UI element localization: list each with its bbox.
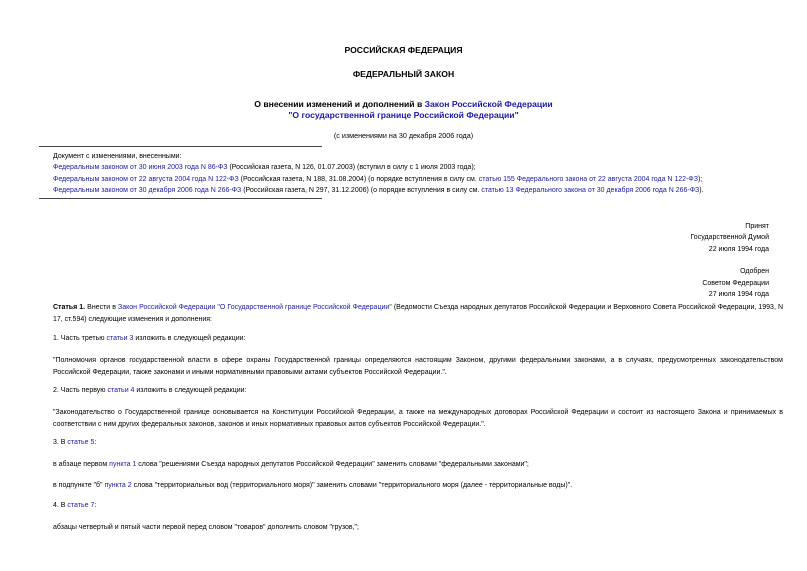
item-text: слова "решениями Съезда народных депутатов Российской Федерации" заменить словами "федеральными законами"; bbox=[136, 461, 529, 468]
amendment-text: (Российская газета, N 126, 01.07.2003) (вступил в силу с 1 июля 2003 года); bbox=[227, 164, 476, 172]
article-1 bbox=[39, 302, 783, 325]
item-text: : bbox=[94, 502, 97, 509]
amendment-text: ); bbox=[697, 175, 703, 183]
amendment-item bbox=[53, 185, 793, 196]
item-text: изложить в следующей редакции: bbox=[134, 387, 247, 394]
item-text: изложить в следующей редакции: bbox=[133, 335, 246, 342]
amendment-link[interactable]: Федеральным законом от 30 июня 2003 года N 86-ФЗ bbox=[53, 164, 228, 172]
article-5-link[interactable]: статье 5 bbox=[67, 439, 95, 446]
article-text: Внести в bbox=[85, 304, 119, 311]
item-2 bbox=[39, 385, 783, 397]
federation-heading: РОССИЙСКАЯ ФЕДЕРАЦИЯ bbox=[344, 45, 463, 55]
amendment-link[interactable]: Федеральным законом от 22 августа 2004 года N 122-ФЗ bbox=[53, 175, 239, 183]
item-1 bbox=[39, 333, 783, 345]
amendments-block bbox=[53, 151, 793, 196]
law-link-line1[interactable]: Закон Российской Федерации bbox=[424, 99, 553, 109]
approved-by: Советом Федерации bbox=[702, 279, 769, 287]
item-text: : bbox=[94, 439, 97, 446]
point-1-link[interactable]: пункта 1 bbox=[109, 461, 137, 468]
item-text: в подпункте "б" bbox=[53, 482, 105, 489]
acceptance-block bbox=[690, 221, 769, 300]
law-type-heading: ФЕДЕРАЛЬНЫЙ ЗАКОН bbox=[352, 69, 455, 79]
item-text: в абзаце первом bbox=[53, 461, 110, 468]
item-3 bbox=[39, 437, 783, 449]
item-3b bbox=[39, 480, 783, 492]
accepted-by: Государственной Думой bbox=[690, 234, 769, 242]
item-text: 2. Часть первую bbox=[53, 387, 108, 394]
amendment-item bbox=[53, 162, 793, 173]
item-text: 4. В bbox=[53, 502, 68, 509]
point-2-link[interactable]: пункта 2 bbox=[104, 482, 132, 489]
article-4-link[interactable]: статьи 4 bbox=[107, 387, 135, 394]
bottom-divider bbox=[39, 198, 322, 199]
amendment-link[interactable]: Федеральным законом от 30 декабря 2006 года N 266-ФЗ bbox=[53, 186, 242, 194]
amendments-intro: Документ с изменениями, внесенными: bbox=[53, 153, 182, 160]
title-prefix: О внесении изменений и дополнений в bbox=[254, 99, 425, 109]
approved-date: 27 июля 1994 года bbox=[708, 291, 769, 299]
amendment-article-link[interactable]: статью 13 Федерального закона от 30 декабря 2006 года N 266-ФЗ bbox=[481, 186, 700, 194]
amendment-text: ). bbox=[699, 186, 704, 194]
item-3a bbox=[39, 459, 783, 471]
quote-1: "Полномочия органов государственной власти в сфере охраны Государственной границы определяются настоящим Законом, другими федеральными законами, а в случаях, предусмотренных законодательством Российской Федерации, также законами и иными нормативными правовыми актами субъектов Российской Федерации.". bbox=[53, 357, 783, 376]
accepted-label: Принят bbox=[745, 223, 769, 230]
amendment-text: (Российская газета, N 297, 31.12.2006) (о порядке вступления в силу см. bbox=[241, 186, 482, 194]
article-text: (Ведомости Съезда народных депутатов Российской Федерации и Верховного Совета Российской Федерации, 1993, N 17, ст.594) следующие изменения и дополнения: bbox=[53, 304, 783, 323]
item-4a: абзацы четвертый и пятый части первой перед словом "товаров" дополнить словом "грузов,"; bbox=[53, 524, 359, 531]
item-text: 1. Часть третью bbox=[53, 335, 107, 342]
item-4 bbox=[39, 500, 783, 512]
article-1-label: Статья 1. bbox=[53, 304, 86, 311]
document-title bbox=[0, 99, 807, 121]
accepted-date: 22 июля 1994 года bbox=[708, 245, 769, 253]
amendment-item bbox=[53, 174, 793, 185]
quote-2: "Законодательство о Государственной границе основывается на Конституции Российской Федерации, а также на международных договорах Российской Федерации и состоит из настоящего Закона и принимаемых в соответствии с ним других федеральных законов, законов и иных нормативных правовых актов субъектов Российской Федерации.". bbox=[53, 409, 783, 428]
law-link-line2[interactable]: "О государственной границе Российской Федерации" bbox=[288, 110, 519, 120]
article-3-link[interactable]: статьи 3 bbox=[106, 335, 134, 342]
top-divider bbox=[39, 146, 322, 147]
article-7-link[interactable]: статье 7 bbox=[67, 502, 95, 509]
base-law-link[interactable]: Закон Российской Федерации "О Государственной границе Российской Федерации" bbox=[118, 304, 392, 311]
revision-note: (с изменениями на 30 декабря 2006 года) bbox=[333, 131, 474, 140]
item-text: 3. В bbox=[53, 439, 68, 446]
amendment-text: (Российская газета, N 188, 31.08.2004) (о порядке вступления в силу см. bbox=[238, 175, 479, 183]
item-text: слова "территориальных вод (территориального моря)" заменить словами "территориального моря (далее - территориальные воды)". bbox=[131, 482, 573, 489]
amendment-article-link[interactable]: статью 155 Федерального закона от 22 августа 2004 года N 122-ФЗ bbox=[478, 175, 698, 183]
approved-label: Одобрен bbox=[740, 268, 769, 276]
